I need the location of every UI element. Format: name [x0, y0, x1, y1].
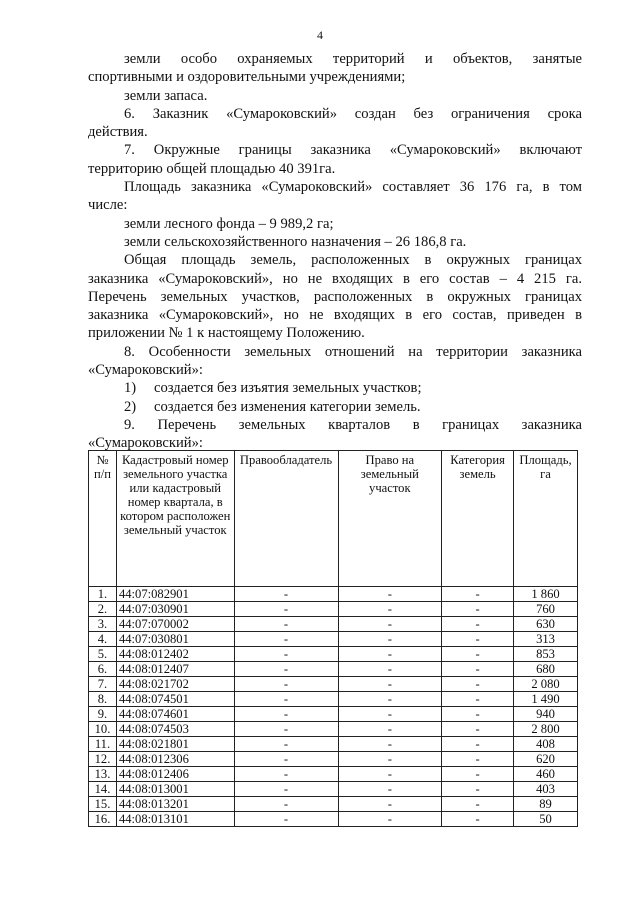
text-line: 9. Перечень земельных кварталов в границах заказника [124, 416, 582, 433]
cell-right: - [338, 617, 442, 632]
table-body [89, 587, 578, 827]
cell-category: - [442, 662, 514, 677]
cell-cadastral: 44:07:030901 [116, 602, 234, 617]
cell-category: - [442, 647, 514, 662]
cell-area: 313 [514, 632, 578, 647]
text-line: «Сумароковский»: [88, 362, 203, 379]
cell-cadastral: 44:08:013001 [116, 782, 234, 797]
cell-right: - [338, 647, 442, 662]
table-row [89, 797, 578, 812]
cell-owner: - [234, 677, 338, 692]
cell-owner: - [234, 587, 338, 602]
cell-area: 630 [514, 617, 578, 632]
cell-category: - [442, 692, 514, 707]
text-line: 8. Особенности земельных отношений на территории заказника [124, 343, 582, 360]
cell-owner: - [234, 782, 338, 797]
cell-area: 50 [514, 812, 578, 827]
cell-number: 13. [89, 767, 117, 782]
text-line: «Сумароковский»: [88, 435, 203, 452]
cell-cadastral: 44:08:074503 [116, 722, 234, 737]
cell-number: 3. [89, 617, 117, 632]
cell-owner: - [234, 767, 338, 782]
cell-cadastral: 44:08:074501 [116, 692, 234, 707]
land-quarters-table [88, 450, 578, 827]
cell-cadastral: 44:08:013201 [116, 797, 234, 812]
cell-cadastral: 44:07:082901 [116, 587, 234, 602]
cell-area: 1 860 [514, 587, 578, 602]
cell-area: 620 [514, 752, 578, 767]
cell-category: - [442, 812, 514, 827]
cell-cadastral: 44:07:070002 [116, 617, 234, 632]
cell-owner: - [234, 617, 338, 632]
text-line: действия. [88, 124, 148, 141]
cell-cadastral: 44:08:013101 [116, 812, 234, 827]
cell-number: 10. [89, 722, 117, 737]
cell-area: 89 [514, 797, 578, 812]
cell-right: - [338, 587, 442, 602]
cell-category: - [442, 707, 514, 722]
col-header-owner: Правообладатель [234, 451, 338, 587]
cell-right: - [338, 782, 442, 797]
cell-category: - [442, 602, 514, 617]
cell-area: 403 [514, 782, 578, 797]
cell-owner: - [234, 707, 338, 722]
cell-right: - [338, 662, 442, 677]
cell-number: 14. [89, 782, 117, 797]
text-line: земли запаса. [124, 87, 208, 104]
cell-category: - [442, 632, 514, 647]
cell-number: 7. [89, 677, 117, 692]
text-line: заказника «Сумароковский», но не входящих в его состав, приведен в [88, 307, 582, 324]
cell-cadastral: 44:07:030801 [116, 632, 234, 647]
cell-area: 680 [514, 662, 578, 677]
cell-owner: - [234, 722, 338, 737]
cell-category: - [442, 617, 514, 632]
cell-cadastral: 44:08:074601 [116, 707, 234, 722]
table-row [89, 737, 578, 752]
text-line: 7. Окружные границы заказника «Сумароковский» включают [124, 142, 582, 159]
table-row [89, 617, 578, 632]
cell-right: - [338, 737, 442, 752]
cell-right: - [338, 812, 442, 827]
table-row [89, 752, 578, 767]
cell-area: 408 [514, 737, 578, 752]
text-line: приложении № 1 к настоящему Положению. [88, 325, 365, 342]
cell-category: - [442, 797, 514, 812]
cell-owner: - [234, 692, 338, 707]
col-header-right: Право на земельный участок [338, 451, 442, 587]
text-line: Общая площадь земель, расположенных в окружных границах [124, 252, 582, 269]
cell-number: 5. [89, 647, 117, 662]
cell-right: - [338, 707, 442, 722]
text-line: спортивными и оздоровительными учреждениями; [88, 69, 406, 86]
cell-area: 940 [514, 707, 578, 722]
table-row [89, 692, 578, 707]
page-number: 4 [317, 28, 323, 42]
cell-right: - [338, 752, 442, 767]
cell-category: - [442, 677, 514, 692]
text-line: территорию общей площадью 40 391га. [88, 160, 336, 177]
cell-owner: - [234, 602, 338, 617]
table-row [89, 647, 578, 662]
text-line: Перечень земельных участков, расположенных в окружных границах [88, 288, 582, 305]
cell-number: 4. [89, 632, 117, 647]
cell-right: - [338, 602, 442, 617]
cell-category: - [442, 752, 514, 767]
cell-number: 2. [89, 602, 117, 617]
text-line: числе: [88, 197, 128, 214]
col-header-cadastral: Кадастровый номер земельного участка или кадастровый номер квартала, в котором расположен земельный участок [116, 451, 234, 587]
cell-owner: - [234, 812, 338, 827]
cell-cadastral: 44:08:012402 [116, 647, 234, 662]
cell-owner: - [234, 737, 338, 752]
cell-owner: - [234, 752, 338, 767]
list-item [88, 379, 582, 397]
cell-cadastral: 44:08:021801 [116, 737, 234, 752]
col-header-number: № п/п [89, 451, 117, 587]
cell-cadastral: 44:08:021702 [116, 677, 234, 692]
cell-number: 1. [89, 587, 117, 602]
cell-number: 11. [89, 737, 117, 752]
cell-owner: - [234, 797, 338, 812]
col-header-category: Категория земель [442, 451, 514, 587]
list-item [88, 398, 582, 416]
cell-right: - [338, 692, 442, 707]
cell-owner: - [234, 662, 338, 677]
table-row [89, 707, 578, 722]
cell-area: 1 490 [514, 692, 578, 707]
text-line: земли особо охраняемых территорий и объектов, занятые [124, 51, 582, 67]
cell-area: 2 080 [514, 677, 578, 692]
cell-owner: - [234, 632, 338, 647]
cell-number: 12. [89, 752, 117, 767]
cell-area: 2 800 [514, 722, 578, 737]
table-row [89, 632, 578, 647]
cell-cadastral: 44:08:012306 [116, 752, 234, 767]
cell-cadastral: 44:08:012406 [116, 767, 234, 782]
cell-category: - [442, 767, 514, 782]
cell-owner: - [234, 647, 338, 662]
list-item-text: создается без изменения категории земель. [154, 398, 421, 415]
list-marker: 2) [124, 398, 137, 415]
cell-right: - [338, 722, 442, 737]
text-line: земли сельскохозяйственного назначения – 26 186,8 га. [124, 233, 467, 250]
cell-area: 460 [514, 767, 578, 782]
text-line: земли лесного фонда – 9 989,2 га; [124, 215, 334, 232]
text-line: заказника «Сумароковский», но не входящих в его состав – 4 215 га. [88, 270, 582, 287]
table-row [89, 662, 578, 677]
table-row [89, 722, 578, 737]
cell-category: - [442, 782, 514, 797]
cell-cadastral: 44:08:012407 [116, 662, 234, 677]
cell-number: 9. [89, 707, 117, 722]
cell-category: - [442, 722, 514, 737]
cell-right: - [338, 677, 442, 692]
table-row [89, 767, 578, 782]
cell-right: - [338, 632, 442, 647]
cell-category: - [442, 737, 514, 752]
table-row [89, 812, 578, 827]
table-row [89, 677, 578, 692]
cell-area: 853 [514, 647, 578, 662]
cell-number: 6. [89, 662, 117, 677]
col-header-area: Площадь, га [514, 451, 578, 587]
table-header-row [89, 451, 578, 587]
table-row [89, 602, 578, 617]
cell-number: 16. [89, 812, 117, 827]
list-marker: 1) [124, 380, 137, 397]
cell-number: 15. [89, 797, 117, 812]
cell-right: - [338, 797, 442, 812]
list-item-text: создается без изъятия земельных участков; [154, 380, 422, 397]
cell-number: 8. [89, 692, 117, 707]
cell-area: 760 [514, 602, 578, 617]
text-line: 6. Заказник «Сумароковский» создан без ограничения срока [124, 105, 582, 122]
body-text [88, 50, 582, 453]
table-row [89, 587, 578, 602]
cell-right: - [338, 767, 442, 782]
text-line: Площадь заказника «Сумароковский» составляет 36 176 га, в том [124, 179, 582, 196]
cell-category: - [442, 587, 514, 602]
table-row [89, 782, 578, 797]
